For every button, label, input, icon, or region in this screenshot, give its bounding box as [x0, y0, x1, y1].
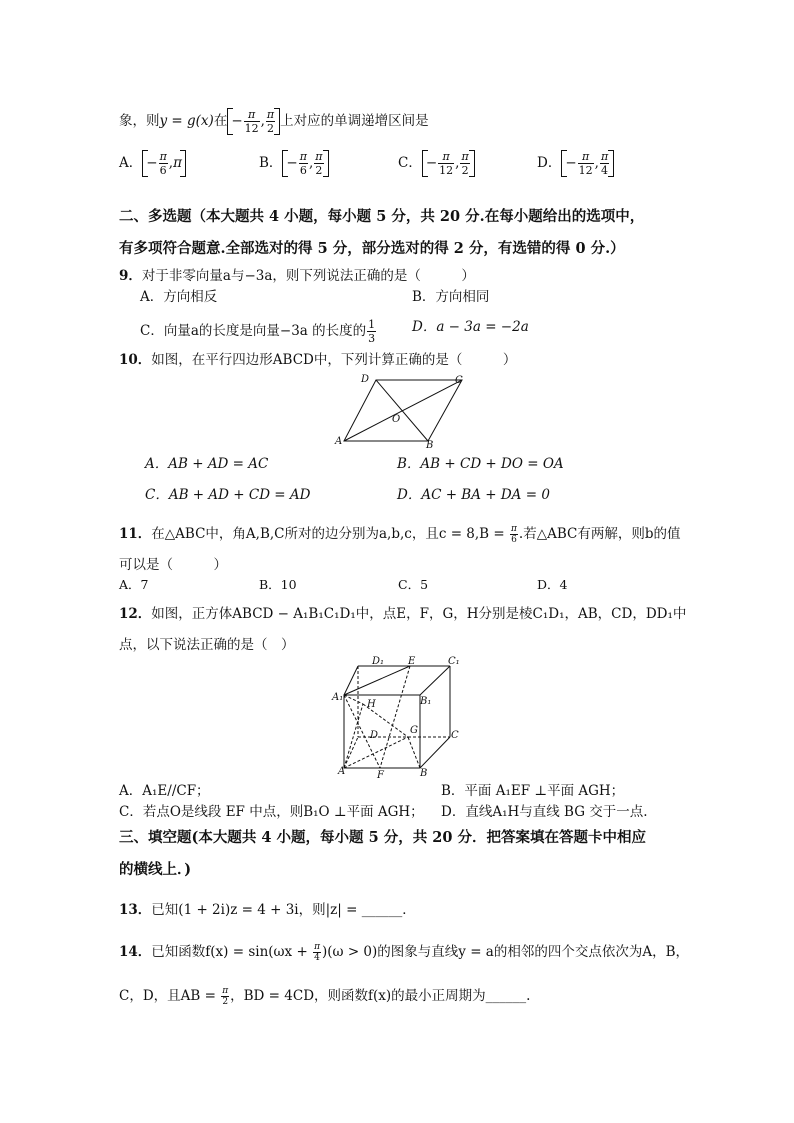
q12-option-d: D．直线A₁H与直线 BG 交于一点.	[441, 804, 648, 820]
q9-option-b: B．方向相同	[412, 289, 490, 305]
cube-figure	[330, 652, 470, 782]
cube-label-d: D	[370, 730, 379, 741]
cube-label-d1: D₁	[372, 656, 385, 667]
q11-stem-line1: 11．在△ABC中，角A,B,C所对的边分别为a,b,c，且c = 8,B = $\frac{\pi}{6}$ .若△ABC有两解，则b的值	[119, 524, 681, 545]
cube-label-g: G	[410, 725, 418, 736]
section-2-header-line1: 二、多选题（本大题共 4 小题，每小题 5 分，共 20 分.在每小题给出的选项中，	[119, 208, 645, 225]
q10-stem: 10．如图，在平行四边形ABCD中，下列计算正确的是（ ）	[119, 352, 517, 368]
q10-option-a: A．AB + AD = AC	[145, 456, 269, 472]
cube-label-f: F	[377, 770, 384, 781]
q11-option-d: D．4	[537, 577, 568, 592]
q12-stem-line1: 12．如图，正方体ABCD − A₁B₁C₁D₁中，点E，F，G，H分别是棱C₁D₁，AB，CD，DD₁中	[119, 606, 687, 622]
q12-option-b: B．平面 A₁EF ⊥平面 AGH；	[441, 783, 625, 799]
q11-option-b: B．10	[259, 577, 297, 592]
q8-option-c: C． − $\frac{\pi}{12}$ , $\frac{\pi}{2}$	[398, 150, 475, 177]
q9-option-a: A．方向相反	[140, 289, 218, 305]
cube-label-h: H	[367, 699, 376, 710]
q11-option-a: A．7	[119, 577, 149, 592]
section-2-header-line2: 有多项符合题意.全部选对的得 5 分，部分选对的得 2 分，有选错的得 0 分.）	[119, 240, 625, 257]
parallelogram-figure	[330, 370, 480, 450]
fig-label-c: C	[455, 375, 463, 386]
cube-label-c: C	[451, 730, 459, 741]
q14-stem-line2: C，D，且AB = $\frac{\pi}{2}$ ，BD = 4CD，则函数f(x)的最小正周期为______.	[119, 986, 531, 1007]
q11-stem-line2: 可以是（ ）	[119, 557, 227, 573]
q8-range: − $\frac{\pi}{12}$ , $\frac{\pi}{2}$	[227, 108, 280, 135]
q8-option-d: D． − $\frac{\pi}{12}$ , $\frac{\pi}{4}$	[537, 150, 614, 177]
section-3-header-line1: 三、填空题(本大题共 4 小题，每小题 5 分，共 20 分．把答案填在答题卡中相应	[119, 829, 647, 846]
cube-label-a1: A₁	[332, 692, 344, 703]
cube-label-e: E	[408, 656, 416, 667]
q12-option-a: A．A₁E//CF；	[119, 783, 210, 799]
q10-option-d: D．AC + BA + DA = 0	[397, 487, 550, 503]
cube-label-c1: C₁	[448, 656, 460, 667]
fig-label-b: B	[426, 440, 434, 450]
cube-label-a: A	[338, 766, 346, 777]
q9-stem: 9．对于非零向量a与−3a，则下列说法正确的是（ ）	[119, 268, 475, 284]
q10-option-c: C．AB + AD + CD = AD	[145, 487, 311, 503]
q12-stem-line2: 点，以下说法正确的是（ ）	[119, 637, 295, 653]
q10-option-b: B．AB + CD + DO = OA	[397, 456, 564, 472]
fig-label-d: D	[361, 374, 370, 385]
q14-stem-line1: 14．已知函数f(x) = sin(ωx + $\frac{\pi}{4}$ )(ω > 0)的图象与直线y = a的相邻的四个交点依次为A，B，	[119, 942, 690, 963]
q8-option-a: A． − $\frac{\pi}{6}$ ,π	[119, 150, 186, 177]
fig-label-o: O	[392, 414, 401, 425]
q9-option-d: D．a − 3a = −2a	[412, 319, 529, 335]
q11-option-c: C．5	[398, 577, 429, 592]
fig-label-a: A	[335, 436, 343, 447]
cube-label-b1: B₁	[420, 696, 432, 707]
q9-option-c: C．向量a的长度是向量−3a 的长度的 $\frac{1}{3}$	[140, 318, 376, 345]
q12-option-c: C．若点O是线段 EF 中点，则B₁O ⊥平面 AGH；	[119, 804, 424, 820]
section-3-header-line2: 的横线上．)	[119, 861, 192, 878]
cube-label-b: B	[420, 768, 428, 779]
q8-stem: 象，则y = g(x)在 − $\frac{\pi}{12}$ , $\frac{\pi}{2}$ 上对应的单调递增区间是	[119, 108, 429, 135]
q13-stem: 13．已知(1 + 2i)z = 4 + 3i，则|z| = ______．	[119, 902, 416, 918]
q8-option-b: B． − $\frac{\pi}{6}$ , $\frac{\pi}{2}$	[259, 150, 329, 177]
